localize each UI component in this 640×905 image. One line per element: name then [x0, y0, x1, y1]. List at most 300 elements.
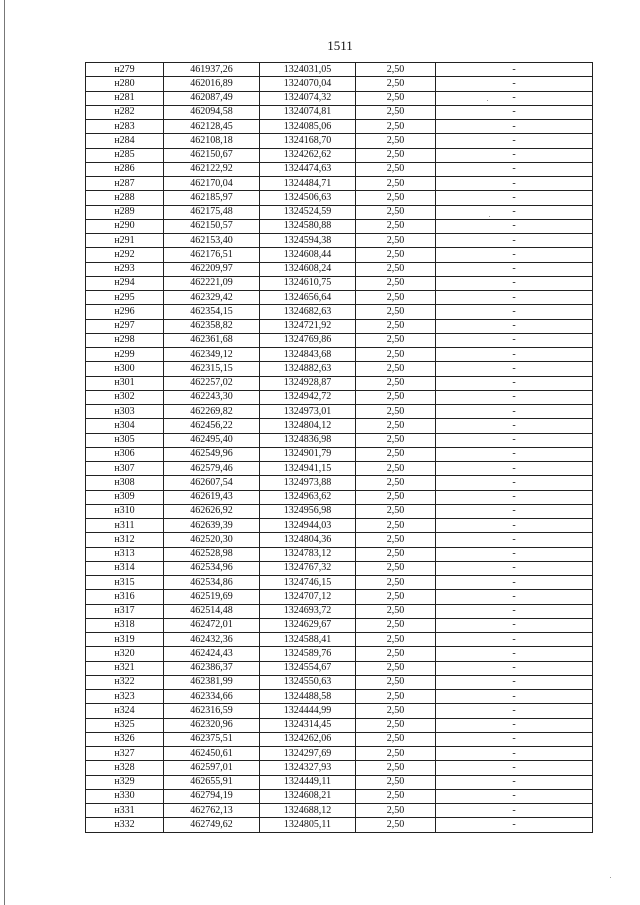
accuracy-cell: 2,50	[356, 519, 436, 533]
accuracy-cell: 2,50	[356, 818, 436, 832]
description-cell: -	[436, 390, 593, 404]
point-id-cell: н295	[86, 291, 164, 305]
table-row	[86, 148, 593, 162]
description-cell: -	[436, 333, 593, 347]
x-coordinate-cell: 462381,99	[164, 675, 260, 689]
accuracy-cell: 2,50	[356, 661, 436, 675]
x-coordinate-cell: 462094,58	[164, 105, 260, 119]
point-id-cell: н316	[86, 590, 164, 604]
y-coordinate-cell: 1324956,98	[260, 504, 356, 518]
description-cell: -	[436, 305, 593, 319]
table-row	[86, 576, 593, 590]
point-id-cell: н326	[86, 732, 164, 746]
accuracy-cell: 2,50	[356, 348, 436, 362]
x-coordinate-cell: 462185,97	[164, 191, 260, 205]
table-row	[86, 91, 593, 105]
table-row	[86, 447, 593, 461]
point-id-cell: н312	[86, 533, 164, 547]
description-cell: -	[436, 134, 593, 148]
accuracy-cell: 2,50	[356, 234, 436, 248]
y-coordinate-cell: 1324580,88	[260, 219, 356, 233]
table-row	[86, 533, 593, 547]
accuracy-cell: 2,50	[356, 447, 436, 461]
description-cell: -	[436, 604, 593, 618]
scan-speck	[487, 100, 488, 101]
accuracy-cell: 2,50	[356, 305, 436, 319]
accuracy-cell: 2,50	[356, 390, 436, 404]
point-id-cell: н329	[86, 775, 164, 789]
description-cell: -	[436, 105, 593, 119]
y-coordinate-cell: 1324074,32	[260, 91, 356, 105]
y-coordinate-cell: 1324031,05	[260, 63, 356, 77]
x-coordinate-cell: 462626,92	[164, 504, 260, 518]
y-coordinate-cell: 1324882,63	[260, 362, 356, 376]
accuracy-cell: 2,50	[356, 376, 436, 390]
page-number: 1511	[327, 38, 353, 53]
y-coordinate-cell: 1324944,03	[260, 519, 356, 533]
accuracy-cell: 2,50	[356, 63, 436, 77]
table-row	[86, 462, 593, 476]
description-cell: -	[436, 704, 593, 718]
y-coordinate-cell: 1324297,69	[260, 747, 356, 761]
x-coordinate-cell: 462456,22	[164, 419, 260, 433]
table-row	[86, 490, 593, 504]
x-coordinate-cell: 462128,45	[164, 120, 260, 134]
x-coordinate-cell: 462579,46	[164, 462, 260, 476]
x-coordinate-cell: 462243,30	[164, 390, 260, 404]
description-cell: -	[436, 661, 593, 675]
table-row	[86, 376, 593, 390]
description-cell: -	[436, 405, 593, 419]
y-coordinate-cell: 1324656,64	[260, 291, 356, 305]
accuracy-cell: 2,50	[356, 405, 436, 419]
description-cell: -	[436, 804, 593, 818]
table-row	[86, 319, 593, 333]
x-coordinate-cell: 462534,86	[164, 576, 260, 590]
x-coordinate-cell: 462175,48	[164, 205, 260, 219]
accuracy-cell: 2,50	[356, 134, 436, 148]
x-coordinate-cell: 462320,96	[164, 718, 260, 732]
point-id-cell: н325	[86, 718, 164, 732]
accuracy-cell: 2,50	[356, 732, 436, 746]
x-coordinate-cell: 461937,26	[164, 63, 260, 77]
y-coordinate-cell: 1324444,99	[260, 704, 356, 718]
description-cell: -	[436, 504, 593, 518]
table-row	[86, 618, 593, 632]
point-id-cell: н306	[86, 447, 164, 461]
description-cell: -	[436, 690, 593, 704]
description-cell: -	[436, 148, 593, 162]
table-row	[86, 333, 593, 347]
point-id-cell: н282	[86, 105, 164, 119]
x-coordinate-cell: 462150,57	[164, 219, 260, 233]
table-row	[86, 276, 593, 290]
point-id-cell: н328	[86, 761, 164, 775]
description-cell: -	[436, 162, 593, 176]
table-row	[86, 433, 593, 447]
description-cell: -	[436, 248, 593, 262]
table-row	[86, 604, 593, 618]
x-coordinate-cell: 462334,66	[164, 690, 260, 704]
accuracy-cell: 2,50	[356, 462, 436, 476]
accuracy-cell: 2,50	[356, 362, 436, 376]
point-id-cell: н315	[86, 576, 164, 590]
table-row	[86, 248, 593, 262]
scan-edge-line	[4, 0, 5, 905]
description-cell: -	[436, 519, 593, 533]
accuracy-cell: 2,50	[356, 590, 436, 604]
description-cell: -	[436, 761, 593, 775]
table-row	[86, 704, 593, 718]
point-id-cell: н296	[86, 305, 164, 319]
table-row	[86, 77, 593, 91]
description-cell: -	[436, 533, 593, 547]
point-id-cell: н286	[86, 162, 164, 176]
accuracy-cell: 2,50	[356, 675, 436, 689]
y-coordinate-cell: 1324449,11	[260, 775, 356, 789]
y-coordinate-cell: 1324767,32	[260, 561, 356, 575]
y-coordinate-cell: 1324941,15	[260, 462, 356, 476]
table-row	[86, 804, 593, 818]
x-coordinate-cell: 462358,82	[164, 319, 260, 333]
point-id-cell: н298	[86, 333, 164, 347]
point-id-cell: н321	[86, 661, 164, 675]
table-row	[86, 561, 593, 575]
table-row	[86, 590, 593, 604]
accuracy-cell: 2,50	[356, 618, 436, 632]
point-id-cell: н301	[86, 376, 164, 390]
y-coordinate-cell: 1324594,38	[260, 234, 356, 248]
point-id-cell: н324	[86, 704, 164, 718]
point-id-cell: н297	[86, 319, 164, 333]
x-coordinate-cell: 462450,61	[164, 747, 260, 761]
table-row	[86, 547, 593, 561]
description-cell: -	[436, 818, 593, 832]
accuracy-cell: 2,50	[356, 276, 436, 290]
y-coordinate-cell: 1324074,81	[260, 105, 356, 119]
description-cell: -	[436, 63, 593, 77]
description-cell: -	[436, 576, 593, 590]
accuracy-cell: 2,50	[356, 120, 436, 134]
table-row	[86, 390, 593, 404]
point-id-cell: н317	[86, 604, 164, 618]
point-id-cell: н283	[86, 120, 164, 134]
description-cell: -	[436, 376, 593, 390]
description-cell: -	[436, 490, 593, 504]
x-coordinate-cell: 462549,96	[164, 447, 260, 461]
point-id-cell: н299	[86, 348, 164, 362]
y-coordinate-cell: 1324942,72	[260, 390, 356, 404]
x-coordinate-cell: 462361,68	[164, 333, 260, 347]
point-id-cell: н313	[86, 547, 164, 561]
y-coordinate-cell: 1324262,06	[260, 732, 356, 746]
description-cell: -	[436, 476, 593, 490]
point-id-cell: н280	[86, 77, 164, 91]
table-row	[86, 732, 593, 746]
point-id-cell: н281	[86, 91, 164, 105]
point-id-cell: н305	[86, 433, 164, 447]
x-coordinate-cell: 462354,15	[164, 305, 260, 319]
point-id-cell: н331	[86, 804, 164, 818]
accuracy-cell: 2,50	[356, 419, 436, 433]
description-cell: -	[436, 747, 593, 761]
y-coordinate-cell: 1324836,98	[260, 433, 356, 447]
accuracy-cell: 2,50	[356, 690, 436, 704]
accuracy-cell: 2,50	[356, 761, 436, 775]
point-id-cell: н330	[86, 789, 164, 803]
description-cell: -	[436, 447, 593, 461]
y-coordinate-cell: 1324488,58	[260, 690, 356, 704]
accuracy-cell: 2,50	[356, 148, 436, 162]
point-id-cell: н291	[86, 234, 164, 248]
accuracy-cell: 2,50	[356, 205, 436, 219]
accuracy-cell: 2,50	[356, 775, 436, 789]
table-row	[86, 305, 593, 319]
point-id-cell: н289	[86, 205, 164, 219]
x-coordinate-cell: 462424,43	[164, 647, 260, 661]
table-row	[86, 476, 593, 490]
table-row	[86, 818, 593, 832]
description-cell: -	[436, 547, 593, 561]
x-coordinate-cell: 462087,49	[164, 91, 260, 105]
x-coordinate-cell: 462495,40	[164, 433, 260, 447]
point-id-cell: н293	[86, 262, 164, 276]
table-row	[86, 63, 593, 77]
x-coordinate-cell: 462016,89	[164, 77, 260, 91]
x-coordinate-cell: 462150,67	[164, 148, 260, 162]
point-id-cell: н290	[86, 219, 164, 233]
x-coordinate-cell: 462619,43	[164, 490, 260, 504]
accuracy-cell: 2,50	[356, 533, 436, 547]
accuracy-cell: 2,50	[356, 262, 436, 276]
y-coordinate-cell: 1324973,01	[260, 405, 356, 419]
description-cell: -	[436, 775, 593, 789]
description-cell: -	[436, 234, 593, 248]
table-row	[86, 348, 593, 362]
x-coordinate-cell: 462528,98	[164, 547, 260, 561]
accuracy-cell: 2,50	[356, 333, 436, 347]
y-coordinate-cell: 1324804,36	[260, 533, 356, 547]
description-cell: -	[436, 319, 593, 333]
point-id-cell: н287	[86, 177, 164, 191]
table-row	[86, 177, 593, 191]
table-row	[86, 205, 593, 219]
accuracy-cell: 2,50	[356, 576, 436, 590]
description-cell: -	[436, 633, 593, 647]
x-coordinate-cell: 462153,40	[164, 234, 260, 248]
coordinates-table	[85, 62, 593, 833]
point-id-cell: н300	[86, 362, 164, 376]
accuracy-cell: 2,50	[356, 504, 436, 518]
table-row	[86, 633, 593, 647]
y-coordinate-cell: 1324262,62	[260, 148, 356, 162]
point-id-cell: н314	[86, 561, 164, 575]
point-id-cell: н292	[86, 248, 164, 262]
y-coordinate-cell: 1324707,12	[260, 590, 356, 604]
description-cell: -	[436, 419, 593, 433]
table-row	[86, 504, 593, 518]
point-id-cell: н284	[86, 134, 164, 148]
x-coordinate-cell: 462607,54	[164, 476, 260, 490]
table-row	[86, 134, 593, 148]
accuracy-cell: 2,50	[356, 490, 436, 504]
description-cell: -	[436, 675, 593, 689]
description-cell: -	[436, 91, 593, 105]
accuracy-cell: 2,50	[356, 789, 436, 803]
table-row	[86, 120, 593, 134]
accuracy-cell: 2,50	[356, 747, 436, 761]
point-id-cell: н319	[86, 633, 164, 647]
point-id-cell: н327	[86, 747, 164, 761]
point-id-cell: н304	[86, 419, 164, 433]
scan-speck	[610, 877, 611, 878]
point-id-cell: н303	[86, 405, 164, 419]
y-coordinate-cell: 1324721,92	[260, 319, 356, 333]
x-coordinate-cell: 462762,13	[164, 804, 260, 818]
accuracy-cell: 2,50	[356, 433, 436, 447]
accuracy-cell: 2,50	[356, 647, 436, 661]
description-cell: -	[436, 618, 593, 632]
x-coordinate-cell: 462349,12	[164, 348, 260, 362]
accuracy-cell: 2,50	[356, 162, 436, 176]
table-row	[86, 419, 593, 433]
y-coordinate-cell: 1324484,71	[260, 177, 356, 191]
point-id-cell: н307	[86, 462, 164, 476]
y-coordinate-cell: 1324327,93	[260, 761, 356, 775]
accuracy-cell: 2,50	[356, 604, 436, 618]
x-coordinate-cell: 462176,51	[164, 248, 260, 262]
description-cell: -	[436, 219, 593, 233]
description-cell: -	[436, 647, 593, 661]
point-id-cell: н302	[86, 390, 164, 404]
y-coordinate-cell: 1324682,63	[260, 305, 356, 319]
table-row	[86, 718, 593, 732]
x-coordinate-cell: 462432,36	[164, 633, 260, 647]
accuracy-cell: 2,50	[356, 191, 436, 205]
x-coordinate-cell: 462472,01	[164, 618, 260, 632]
y-coordinate-cell: 1324843,68	[260, 348, 356, 362]
accuracy-cell: 2,50	[356, 77, 436, 91]
x-coordinate-cell: 462639,39	[164, 519, 260, 533]
table-row	[86, 661, 593, 675]
x-coordinate-cell: 462749,62	[164, 818, 260, 832]
x-coordinate-cell: 462520,30	[164, 533, 260, 547]
y-coordinate-cell: 1324804,12	[260, 419, 356, 433]
y-coordinate-cell: 1324588,41	[260, 633, 356, 647]
table-row	[86, 262, 593, 276]
x-coordinate-cell: 462221,09	[164, 276, 260, 290]
y-coordinate-cell: 1324608,44	[260, 248, 356, 262]
x-coordinate-cell: 462122,92	[164, 162, 260, 176]
point-id-cell: н318	[86, 618, 164, 632]
table-row	[86, 362, 593, 376]
table-row	[86, 789, 593, 803]
y-coordinate-cell: 1324085,06	[260, 120, 356, 134]
accuracy-cell: 2,50	[356, 804, 436, 818]
y-coordinate-cell: 1324805,11	[260, 818, 356, 832]
description-cell: -	[436, 590, 593, 604]
y-coordinate-cell: 1324928,87	[260, 376, 356, 390]
point-id-cell: н323	[86, 690, 164, 704]
y-coordinate-cell: 1324610,75	[260, 276, 356, 290]
point-id-cell: н310	[86, 504, 164, 518]
x-coordinate-cell: 462209,97	[164, 262, 260, 276]
table-row	[86, 219, 593, 233]
description-cell: -	[436, 262, 593, 276]
x-coordinate-cell: 462375,51	[164, 732, 260, 746]
table-row	[86, 234, 593, 248]
x-coordinate-cell: 462316,59	[164, 704, 260, 718]
x-coordinate-cell: 462170,04	[164, 177, 260, 191]
accuracy-cell: 2,50	[356, 91, 436, 105]
y-coordinate-cell: 1324554,67	[260, 661, 356, 675]
description-cell: -	[436, 732, 593, 746]
accuracy-cell: 2,50	[356, 476, 436, 490]
accuracy-cell: 2,50	[356, 177, 436, 191]
description-cell: -	[436, 462, 593, 476]
scan-speck	[489, 216, 490, 217]
y-coordinate-cell: 1324314,45	[260, 718, 356, 732]
point-id-cell: н309	[86, 490, 164, 504]
y-coordinate-cell: 1324524,59	[260, 205, 356, 219]
description-cell: -	[436, 205, 593, 219]
accuracy-cell: 2,50	[356, 561, 436, 575]
table-row	[86, 690, 593, 704]
x-coordinate-cell: 462534,96	[164, 561, 260, 575]
table-row	[86, 519, 593, 533]
x-coordinate-cell: 462108,18	[164, 134, 260, 148]
accuracy-cell: 2,50	[356, 547, 436, 561]
description-cell: -	[436, 433, 593, 447]
point-id-cell: н279	[86, 63, 164, 77]
accuracy-cell: 2,50	[356, 633, 436, 647]
x-coordinate-cell: 462514,48	[164, 604, 260, 618]
table-row	[86, 647, 593, 661]
y-coordinate-cell: 1324168,70	[260, 134, 356, 148]
x-coordinate-cell: 462794,19	[164, 789, 260, 803]
table-row	[86, 191, 593, 205]
point-id-cell: н308	[86, 476, 164, 490]
y-coordinate-cell: 1324688,12	[260, 804, 356, 818]
y-coordinate-cell: 1324973,88	[260, 476, 356, 490]
x-coordinate-cell: 462655,91	[164, 775, 260, 789]
y-coordinate-cell: 1324629,67	[260, 618, 356, 632]
accuracy-cell: 2,50	[356, 718, 436, 732]
x-coordinate-cell: 462597,01	[164, 761, 260, 775]
x-coordinate-cell: 462269,82	[164, 405, 260, 419]
x-coordinate-cell: 462386,37	[164, 661, 260, 675]
point-id-cell: н311	[86, 519, 164, 533]
table-row	[86, 675, 593, 689]
x-coordinate-cell: 462257,02	[164, 376, 260, 390]
point-id-cell: н285	[86, 148, 164, 162]
accuracy-cell: 2,50	[356, 248, 436, 262]
table-row	[86, 747, 593, 761]
description-cell: -	[436, 348, 593, 362]
x-coordinate-cell: 462329,42	[164, 291, 260, 305]
y-coordinate-cell: 1324608,21	[260, 789, 356, 803]
description-cell: -	[436, 718, 593, 732]
table-row	[86, 105, 593, 119]
description-cell: -	[436, 276, 593, 290]
description-cell: -	[436, 77, 593, 91]
y-coordinate-cell: 1324608,24	[260, 262, 356, 276]
point-id-cell: н322	[86, 675, 164, 689]
accuracy-cell: 2,50	[356, 291, 436, 305]
x-coordinate-cell: 462519,69	[164, 590, 260, 604]
point-id-cell: н294	[86, 276, 164, 290]
y-coordinate-cell: 1324506,63	[260, 191, 356, 205]
